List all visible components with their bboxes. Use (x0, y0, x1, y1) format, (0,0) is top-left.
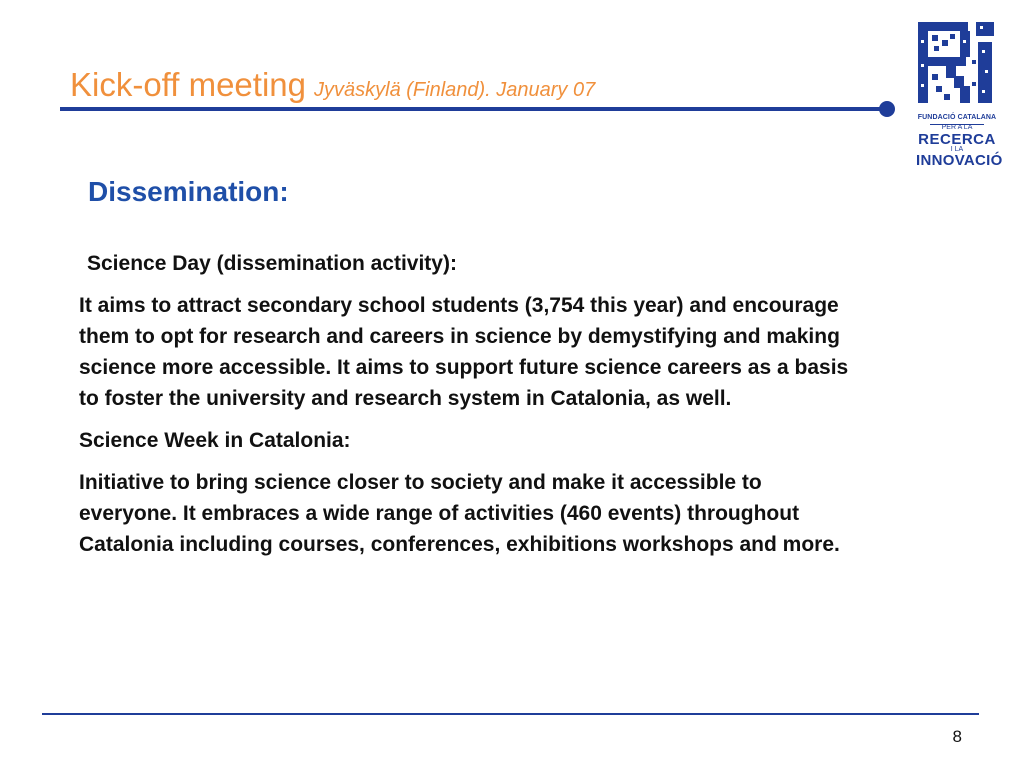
slide-body (79, 248, 859, 571)
section-heading: Dissemination: (88, 176, 289, 207)
slide-title (70, 66, 595, 104)
science-week-heading: Science Week in Catalonia: (79, 429, 351, 452)
logo-mark-icon (916, 20, 998, 106)
logo-text-line1: FUNDACIÓ CATALANA (917, 114, 997, 121)
logo-text-line3: RECERCA (918, 131, 996, 148)
organization-logo (916, 20, 1003, 169)
header-divider (60, 107, 886, 111)
title-main: Kick-off meeting (70, 66, 306, 103)
logo-text-line2: PER A LA (941, 124, 973, 131)
logo-text-line5: INNOVACIÓ (916, 152, 1003, 169)
science-week-paragraph: Initiative to bring science closer to society and make it accessible to everyone. It embraces a wide range of activities (460 events) throughout Catalonia including courses, conferences, exhibitions workshops and more. (79, 471, 840, 556)
title-subtitle: Jyväskylä (Finland). January 07 (314, 79, 596, 101)
header-divider-dot (879, 101, 895, 117)
footer-divider (42, 713, 979, 715)
logo-text-line4: I LA (950, 146, 964, 153)
science-day-heading: Science Day (dissemination activity): (87, 252, 457, 275)
science-day-paragraph: It aims to attract secondary school students (3,754 this year) and encourage them to opt for research and careers in science by demystifying and making science more accessible. It aims to support future science careers as a basis to foster the university and research system in Catalonia, as well. (79, 294, 849, 410)
page-number: 8 (952, 727, 962, 746)
